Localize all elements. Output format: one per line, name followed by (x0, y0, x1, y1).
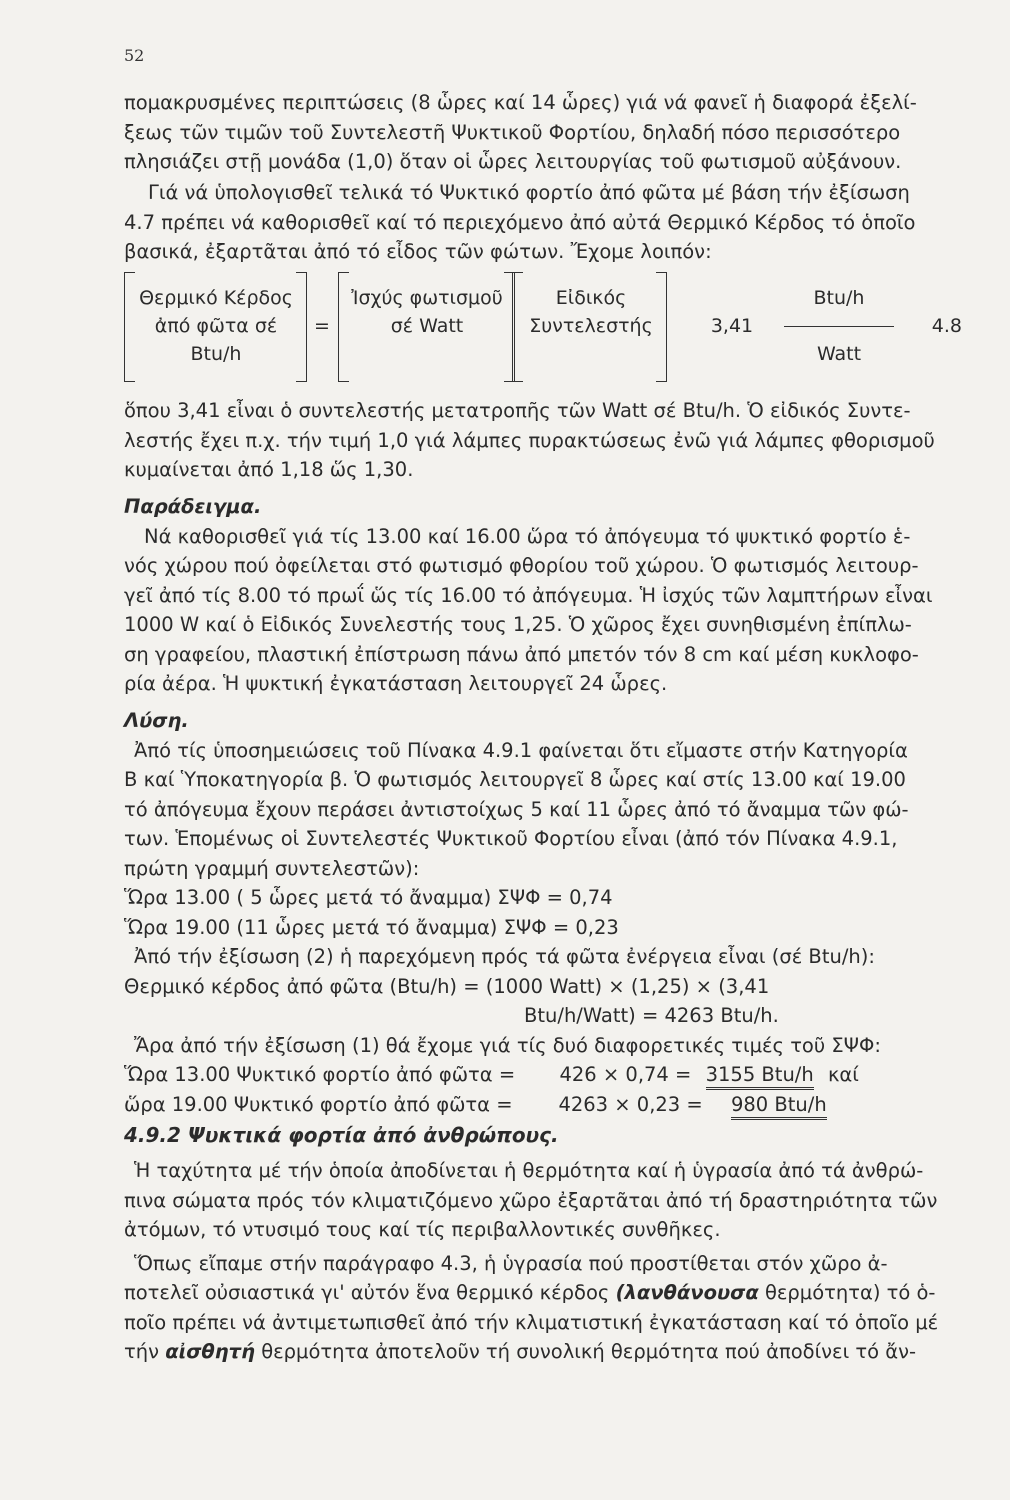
text-line: Ὥρα 13.00 ( 5 ὧρες μετά τό ἄναμμα) ΣΨΦ = 0,74 (124, 886, 613, 909)
section-4-9-2 (124, 1120, 962, 1367)
text-line: 1000 W καί ὁ Εἰδικός Συνελεστής τους 1,25. Ὁ χῶρος ἔχει συνηθισμένη ἐπίπλω- (124, 613, 912, 636)
text-line: Ἡ ταχύτητα μέ τήν ὁποία ἀποδίνεται ἡ θερμότητα καί ἡ ὑγρασία ἀπό τά ἀνθρώ- (134, 1159, 924, 1182)
text-line: Νά καθορισθεῖ γιά τίς 13.00 καί 16.00 ὥρα τό ἀπόγευμα τό ψυκτικό φορτίο ἑ- (144, 524, 911, 548)
result-calc: 426 × 0,74 = (559, 1063, 692, 1086)
text-line: ἀτόμων, τό ντυσιμό τους καί τίς περιβαλλοντικές συνθῆκες. (124, 1218, 721, 1241)
text-line: λεστής ἔχει π.χ. τήν τιμή 1,0 γιά λάμπες πυρακτώσεως ἐνῶ γιά λάμπες φθορισμοῦ (124, 428, 935, 452)
equals-sign: = (314, 315, 330, 337)
text-line: πομακρυσμένες περιπτώσεις (8 ὧρες καί 14 ὧρες) γιά νά φανεῖ ἡ διαφορά ἐξελί- (124, 91, 917, 114)
text-line (124, 1337, 962, 1367)
text-line: Θερμικό κέρδος ἀπό φῶτα (Btu/h) = (1000 Watt) × (1,25) × (3,41 (124, 974, 770, 998)
text-line: κυμαίνεται ἀπό 1,18 ὥς 1,30. (124, 458, 414, 481)
text-line: ποῖο πρέπει νά ἀντιμετωπισθεῖ ἀπό τήν κλιματιστική ἐγκατάσταση καί τό ὁποῖο μέ (124, 1310, 939, 1334)
text-line: Ἀπό τίς ὑποσημειώσεις τοῦ Πίνακα 4.9.1 φαίνεται ὅτι εἴμαστε στήν Κατηγορία (134, 738, 908, 762)
result-line-2 (124, 1090, 962, 1120)
text-line: γεῖ ἀπό τίς 8.00 τό πρωΐ ὥς τίς 16.00 τό ἀπόγευμα. Ἡ ἰσχύς τῶν λαμπτήρων εἶναι (124, 583, 933, 607)
text-line (124, 1278, 962, 1308)
text-span: ποτελεῖ οὐσιαστικά γι' αὐτόν ἕνα θερμικό κέρδος (124, 1281, 610, 1304)
equation-number: 4.8 (931, 315, 962, 337)
result-prefix: Ὥρα 13.00 Ψυκτικό φορτίο ἀπό φῶτα = (124, 1063, 516, 1086)
term2-line: Ἰσχύς φωτισμοῦ (351, 287, 503, 309)
equation-explanation (124, 396, 962, 485)
example-section (124, 492, 962, 699)
intro-paragraph-2 (124, 178, 962, 267)
term3-line: Συντελεστής (529, 315, 653, 337)
text-line: τό ἀπόγευμα ἔχουν περάσει ἀντιστοίχως 5 καί 11 ὧρες ἀπό τό ἄναμμα τῶν φώ- (124, 797, 909, 821)
text-line: πρώτη γραμμή συντελεστῶν): (124, 856, 420, 880)
example-title: Παράδειγμα. (124, 495, 262, 518)
text-line: πλησιάζει στῇ μονάδα (1,0) ὅταν οἱ ὧρες λειτουργίας τοῦ φωτισμοῦ αὐξάνουν. (124, 150, 902, 173)
text-line: πινα σώματα πρός τόν κλιματιζόμενο χῶρο ἐξαρτᾶται ἀπό τή δραστηριότητα τῶν (124, 1188, 938, 1212)
solution-section (124, 706, 962, 1119)
result-value: 3155 Btu/h (706, 1063, 814, 1090)
text-span: θερμότητα ἀποτελοῦν τή συνολική θερμότητα πού ἀποδίνει τό ἄν- (261, 1340, 917, 1363)
equation-4-8 (124, 272, 962, 384)
section-title: 4.9.2 Ψυκτικά φορτία ἀπό ἀνθρώπους. (124, 1123, 559, 1147)
emphasis-latent: (λανθάνουσα (615, 1281, 759, 1304)
text-line: Ἀπό τήν ἐξίσωση (2) ἡ παρεχόμενη πρός τά φῶτα ἐνέργεια εἶναι (σέ Btu/h): (134, 945, 875, 968)
fraction-line (784, 326, 894, 327)
text-line: ὅπου 3,41 εἶναι ὁ συντελεστής μετατροπῆς τῶν Watt σέ Btu/h. Ὁ εἰδικός Συντε- (124, 399, 911, 422)
result-calc: 4263 × 0,23 = (558, 1092, 703, 1116)
unit-denominator: Watt (816, 343, 862, 365)
text-line: Γιά νά ὑπολογισθεῖ τελικά τό Ψυκτικό φορτίο ἀπό φῶτα μέ βάση τήν ἐξίσωση (148, 181, 910, 204)
text-line: Β καί Ὑποκατηγορία β. Ὁ φωτισμός λειτουργεῖ 8 ὧρες καί στίς 13.00 καί 19.00 (124, 768, 906, 791)
term1-line: Θερμικό Κέρδος (139, 287, 293, 309)
conversion-factor: 3,41 (710, 315, 754, 337)
text-line: ξεως τῶν τιμῶν τοῦ Συντελεστῆ Ψυκτικοῦ Φορτίου, δηλαδή πόσο περισσότερο (124, 120, 901, 144)
result-suffix: καί (827, 1063, 859, 1086)
text-line: 4.7 πρέπει νά καθορισθεῖ καί τό περιεχόμενο ἀπό αὐτά Θερμικό Κέρδος τό ὁποῖο (124, 210, 916, 234)
text-span: θερμότητα) τό ὁ- (764, 1281, 936, 1304)
text-line: Ὅπως εἴπαμε στήν παράγραφο 4.3, ἡ ὑγρασία πού προστίθεται στόν χῶρο ἀ- (134, 1251, 888, 1275)
text-line: Ἄρα ἀπό τήν ἐξίσωση (1) θά ἔχομε γιά τίς δυό διαφορετικές τιμές τοῦ ΣΨΦ: (134, 1033, 881, 1057)
text-line: των. Ἑπομένως οἱ Συντελεστές Ψυκτικοῦ Φορτίου εἶναι (ἀπό τόν Πίνακα 4.9.1, (124, 827, 898, 850)
term1-line: ἀπό φῶτα σέ (154, 315, 278, 337)
emphasis-sensible: αἰσθητή (165, 1340, 255, 1363)
text-line: ση γραφείου, πλαστική ἐπίστρωση πάνω ἀπό μπετόν τόν 8 cm καί μέση κυκλοφο- (124, 642, 919, 666)
text-line: νός χώρου πού ὀφείλεται στό φωτισμό φθορίου τοῦ χώρου. Ὁ φωτισμός λειτουρ- (124, 554, 919, 577)
solution-title: Λύση. (124, 709, 189, 732)
text-line: Btu/h/Watt) = 4263 Btu/h. (524, 1004, 779, 1027)
text-line: ρία ἀέρα. Ἡ ψυκτική ἐγκατάσταση λειτουργεῖ 24 ὧρες. (124, 672, 668, 695)
unit-numerator: Btu/h (813, 287, 865, 309)
result-prefix: ὥρα 19.00 Ψυκτικό φορτίο ἀπό φῶτα = (124, 1092, 513, 1116)
term3-line: Εἰδικός (555, 287, 627, 309)
text-line: βασικά, ἐξαρτᾶται ἀπό τό εἶδος τῶν φώτων. Ἔχομε λοιπόν: (124, 240, 712, 263)
term1-line: Btu/h (190, 343, 242, 365)
intro-paragraph-1 (124, 88, 962, 177)
term2-line: σέ Watt (390, 315, 464, 337)
result-line-1 (124, 1060, 962, 1090)
page-number: 52 (124, 46, 145, 65)
text-line: Ὥρα 19.00 (11 ὧρες μετά τό ἄναμμα) ΣΨΦ = 0,23 (124, 915, 619, 939)
result-value: 980 Btu/h (731, 1093, 827, 1120)
text-span: τήν (124, 1340, 159, 1363)
